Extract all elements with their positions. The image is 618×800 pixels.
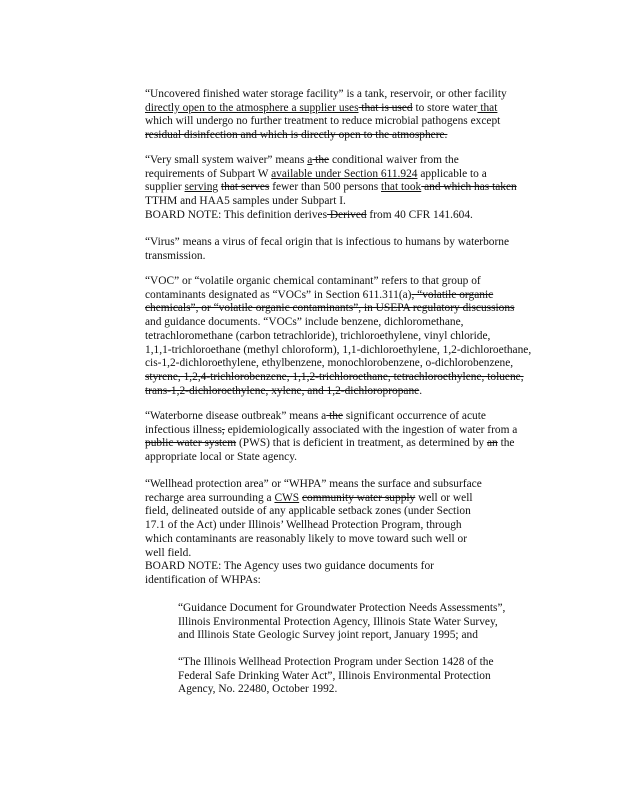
text-line — [145, 181, 545, 195]
text-run: tetrachloromethane (carbon tetrachloride), trichloroethylene, vinyl chloride, — [145, 329, 491, 342]
deleted-text: styrene, 1,2,4-trichlorobenzene, 1,1,2-trichloroethane, tetrachloroethylene, toluene, — [145, 370, 524, 383]
text-line — [145, 168, 545, 182]
text-run: Agency, No. 22480, October 1992. — [178, 683, 338, 696]
text-line — [145, 410, 545, 424]
deleted-text: residual disinfection and which is directly open to the atmosphere. — [145, 129, 448, 142]
deleted-text: trans-1,2-dichloroethylene, xylene, and 1,2-dichloropropane — [145, 384, 420, 397]
definition-voc — [145, 275, 545, 398]
text-run: identification of WHPAs: — [145, 573, 261, 586]
deleted-text: that serves — [220, 181, 270, 194]
inserted-text: serving — [184, 181, 219, 194]
text-run: significant occurrence of acute — [343, 410, 486, 422]
text-run: “The Illinois Wellhead Protection Program under Section 1428 of the — [178, 656, 494, 668]
deleted-text: Derived — [327, 208, 367, 221]
definition-virus — [145, 236, 545, 263]
text-run: contaminants designated as “VOCs” in Section 611.311(a) — [145, 288, 412, 301]
text-run: “Uncovered finished water storage facility” is a tank, reservoir, or other facility — [145, 88, 507, 100]
text-line — [145, 195, 545, 209]
text-run: “VOC” or “volatile organic chemical contaminant” refers to that group of — [145, 275, 481, 287]
deleted-text: community water supply — [302, 491, 416, 504]
text-run: to store water — [412, 101, 478, 114]
text-run: transmission. — [145, 249, 206, 262]
definition-wellhead-protection-area — [145, 478, 545, 588]
text-run: which will undergo no further treatment to reduce microbial pathogens except — [145, 115, 501, 128]
text-run: Federal Safe Drinking Water Act”, Illinois Environmental Protection — [178, 669, 491, 682]
text-line — [145, 154, 545, 168]
text-line — [178, 683, 528, 697]
deleted-text: , — [221, 423, 225, 436]
text-run: BOARD NOTE: The Agency uses two guidance documents for — [145, 560, 434, 573]
definition-waterborne-disease-outbreak — [145, 410, 545, 465]
text-run: Illinois Environmental Protection Agency, Illinois State Water Survey, — [178, 615, 498, 628]
text-line — [145, 385, 545, 399]
text-run: infectious illness — [145, 423, 222, 436]
text-run: the — [497, 437, 515, 450]
inserted-text: directly open to the atmosphere a supplier uses — [145, 101, 359, 114]
deleted-text: and which has taken — [421, 181, 517, 194]
text-run: (PWS) that is deficient in treatment, as determined by — [236, 437, 487, 450]
guidance-document-1 — [178, 602, 528, 643]
inserted-text: available under Section 611.924 — [271, 167, 418, 180]
text-line — [145, 344, 545, 358]
text-line — [145, 357, 545, 371]
deleted-text: the — [326, 410, 344, 422]
text-run: appropriate local or State agency. — [145, 451, 298, 464]
text-run: requirements of Subpart W — [145, 167, 272, 180]
text-line — [145, 574, 545, 588]
text-line — [145, 236, 545, 250]
text-line — [145, 371, 545, 385]
text-run: well field. — [145, 546, 192, 559]
definition-uncovered-facility — [145, 88, 545, 143]
text-line — [145, 437, 545, 451]
text-line — [145, 275, 545, 289]
text-line — [145, 88, 545, 102]
inserted-text: that took — [381, 181, 422, 194]
text-run: from 40 CFR 141.604. — [366, 208, 473, 221]
text-line — [145, 519, 545, 533]
text-run: “Wellhead protection area” or “WHPA” means the surface and subsurface — [145, 478, 482, 490]
text-run: field, delineated outside of any applicable setback zones (under Section — [145, 505, 471, 518]
deleted-text: an — [486, 437, 498, 450]
text-line — [178, 656, 528, 670]
text-line — [178, 602, 528, 616]
text-line — [145, 424, 545, 438]
text-run: 17.1 of the Act) under Illinois’ Wellhead Protection Program, through — [145, 519, 462, 532]
text-line — [145, 330, 545, 344]
text-run: recharge area surrounding a — [145, 491, 275, 504]
text-line — [145, 547, 545, 561]
text-run: epidemiologically associated with the ingestion of water from a — [224, 423, 518, 436]
inserted-text: a — [307, 154, 313, 166]
text-run: fewer than 500 persons — [269, 181, 382, 194]
text-line — [145, 129, 545, 143]
text-line — [145, 316, 545, 330]
text-line — [145, 492, 545, 506]
text-line — [145, 451, 545, 465]
deleted-text: chemicals”, or “volatile organic contaminants”, in USEPA regulatory discussions — [145, 302, 515, 315]
deleted-text: the — [312, 154, 330, 166]
text-run: TTHM and HAA5 samples under Subpart I. — [145, 195, 346, 208]
text-run: “Very small system waiver” means — [145, 154, 308, 166]
text-run: BOARD NOTE: This definition derives — [145, 208, 328, 221]
text-run: supplier — [145, 181, 185, 194]
deleted-text: that is used — [358, 101, 413, 114]
inserted-text: CWS — [274, 491, 300, 504]
text-line — [145, 560, 545, 574]
text-run: which contaminants are reasonably likely to move toward such well or — [145, 532, 468, 545]
text-run: cis-1,2-dichloroethylene, ethylbenzene, monochlorobenzene, o-dichlorobenzene, — [145, 357, 514, 370]
text-line — [145, 533, 545, 547]
text-line — [145, 478, 545, 492]
text-line — [145, 289, 545, 303]
deleted-text: public water system — [145, 437, 237, 450]
text-run: applicable to a — [417, 167, 487, 180]
text-run: and Illinois State Geologic Survey joint report, January 1995; and — [178, 629, 478, 642]
text-run: well or well — [415, 491, 473, 504]
text-line — [145, 505, 545, 519]
text-run: “Guidance Document for Groundwater Protection Needs Assessments”, — [178, 602, 506, 614]
guidance-document-2 — [178, 656, 528, 697]
text-line — [145, 250, 545, 264]
text-line — [178, 629, 528, 643]
text-line — [178, 616, 528, 630]
text-line — [145, 209, 545, 223]
inserted-text: that — [477, 101, 498, 114]
definition-very-small-system-waiver — [145, 154, 545, 223]
text-run: . — [419, 384, 423, 397]
text-line — [145, 102, 545, 116]
text-run: and guidance documents. “VOCs” include benzene, dichloromethane, — [145, 316, 464, 329]
text-run: “Waterborne disease outbreak” means a — [145, 410, 327, 422]
text-run: conditional waiver from the — [329, 154, 459, 166]
text-line — [178, 670, 528, 684]
text-line — [145, 115, 545, 129]
deleted-text: , “volatile organic — [411, 288, 494, 301]
text-run: “Virus” means a virus of fecal origin that is infectious to humans by waterborne — [145, 236, 510, 248]
text-line — [145, 302, 545, 316]
text-run: 1,1,1-trichloroethane (methyl chloroform), 1,1-dichloroethylene, 1,2-dichloroethane, — [145, 343, 532, 356]
